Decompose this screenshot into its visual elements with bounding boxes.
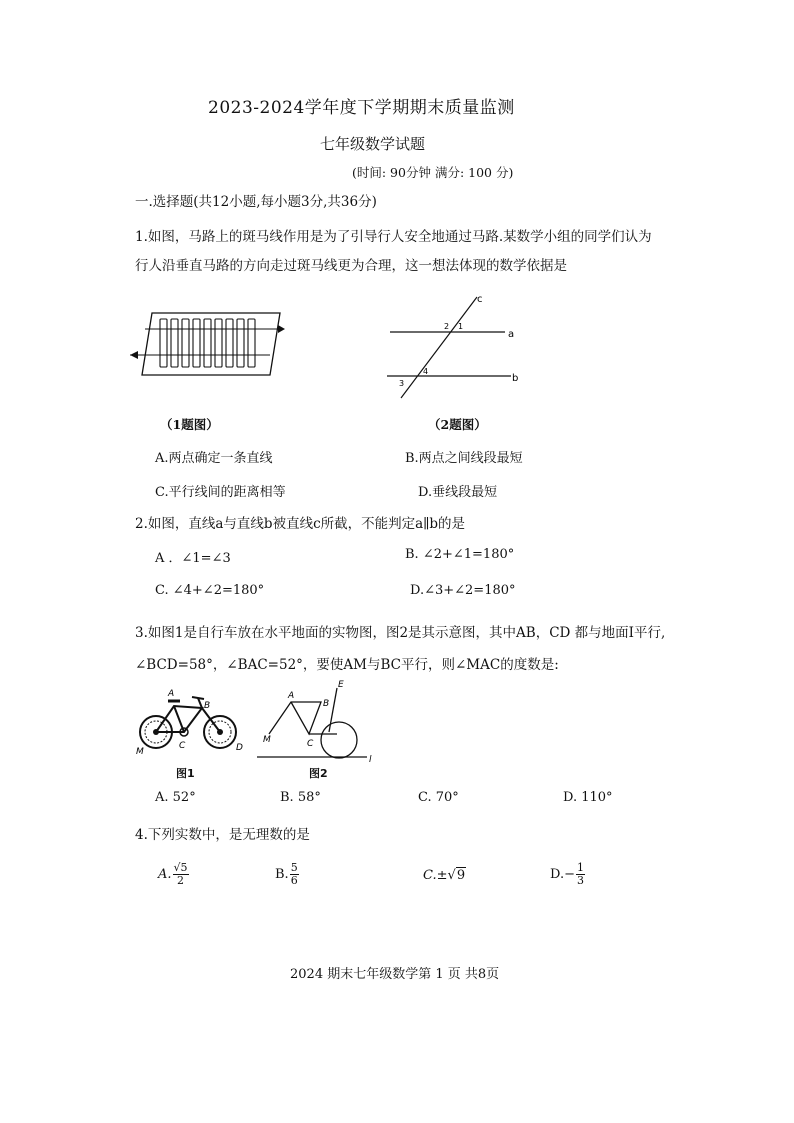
q4-option-c-radicand: 9 [456, 868, 466, 883]
q3-option-c: C. 70° [418, 790, 459, 805]
label-angle-4: 4 [423, 367, 429, 376]
parallel-lines-figure [385, 292, 525, 402]
q4-option-b [275, 862, 299, 887]
bike1-label-a: A [168, 689, 175, 699]
q1-option-b: B.两点之间线段最短 [405, 451, 523, 466]
label-a: a [508, 329, 515, 340]
bike2-label-e: E [338, 680, 344, 690]
bike2-label-b: B [323, 699, 330, 709]
bike2-label-m: M [263, 735, 271, 745]
q4-option-d-denominator: 3 [576, 874, 584, 887]
bike1-label-d: D [236, 743, 243, 753]
bike1-label-b: B [204, 701, 211, 711]
q4-option-c [423, 868, 466, 883]
label-angle-3: 3 [399, 379, 405, 388]
label-angle-2: 2 [444, 322, 450, 331]
bike2-label-l: l [369, 755, 372, 765]
q4-option-b-fraction [290, 862, 299, 887]
bike2-label-c: C [307, 739, 314, 749]
bicycle-schematic-figure [255, 676, 380, 766]
q4-option-d [550, 862, 585, 887]
q3-option-d: D. 110° [563, 790, 613, 805]
q4-stem: 4.下列实数中，是无理数的是 [135, 827, 310, 843]
q4-option-a-numerator: √5 [173, 861, 188, 874]
q4-option-b-prefix: B. [275, 867, 289, 882]
label-c: c [477, 294, 483, 305]
q4-option-a-fraction [173, 862, 189, 887]
q4-option-d-numerator: 1 [576, 861, 584, 874]
page-footer: 2024 期末七年级数学第 1 页 共8页 [290, 967, 500, 982]
label-b: b [512, 373, 519, 384]
bike1-label-m: M [136, 747, 144, 757]
q4-option-c-sqrt-symbol: √ [447, 868, 456, 883]
q1-stem-line2: 行人沿垂直马路的方向走过斑马线更为合理，这一想法体现的数学依据是 [135, 258, 567, 274]
q2-option-b: B. ∠2+∠1=180° [405, 547, 515, 562]
q4-option-a [158, 862, 189, 887]
bike2-label-a: A [288, 691, 295, 701]
q2-option-c: C. ∠4+∠2=180° [155, 583, 265, 598]
q4-option-d-prefix: D.− [550, 867, 575, 882]
q1-option-c: C.平行线间的距离相等 [155, 485, 286, 500]
q3-stem-line2: ∠BCD=58°，∠BAC=52°，要使AM与BC平行，则∠MAC的度数是: [135, 657, 559, 673]
q2-stem: 2.如图，直线a与直线b被直线c所截，不能判定a∥b的是 [135, 516, 466, 532]
zebra-crossing-figure [130, 305, 290, 385]
q1-fig2-caption: （2题图） [428, 417, 487, 432]
q3-option-a: A. 52° [155, 790, 196, 805]
exam-title: 2023-2024学年度下学期期末质量监测 [208, 98, 515, 118]
time-info: (时间: 90分钟 满分: 100 分) [352, 165, 514, 180]
q3-option-b: B. 58° [280, 790, 321, 805]
q1-option-d: D.垂线段最短 [418, 485, 498, 500]
exam-subtitle: 七年级数学试题 [320, 135, 426, 153]
bike1-label-c: C [179, 741, 186, 751]
q1-stem-line1: 1.如图，马路上的斑马线作用是为了引导行人安全地通过马路.某数学小组的同学们认为 [135, 229, 652, 245]
q4-option-a-denominator: 2 [177, 874, 185, 887]
q4-option-d-fraction [576, 862, 585, 887]
label-angle-1: 1 [458, 322, 464, 331]
q2-option-d: D.∠3+∠2=180° [410, 583, 516, 598]
q2-option-a: A ．∠1=∠3 [155, 551, 231, 566]
q1-fig1-caption: （1题图） [160, 417, 219, 432]
bicycle-photo-figure [132, 686, 252, 758]
q4-option-b-denominator: 6 [290, 874, 298, 887]
q3-fig1-caption: 图1 [176, 767, 195, 780]
q1-option-a: A.两点确定一条直线 [155, 451, 273, 466]
q3-stem-line1: 3.如图1是自行车放在水平地面的实物图，图2是其示意图，其中AB，CD 都与地面I平行, [135, 625, 666, 641]
section-heading: 一.选择题(共12小题,每小题3分,共36分) [135, 194, 377, 210]
q4-option-a-prefix: A. [158, 867, 172, 882]
q4-option-c-prefix: C.± [423, 868, 448, 883]
q4-option-b-numerator: 5 [290, 861, 298, 874]
q3-fig2-caption: 图2 [309, 767, 328, 780]
